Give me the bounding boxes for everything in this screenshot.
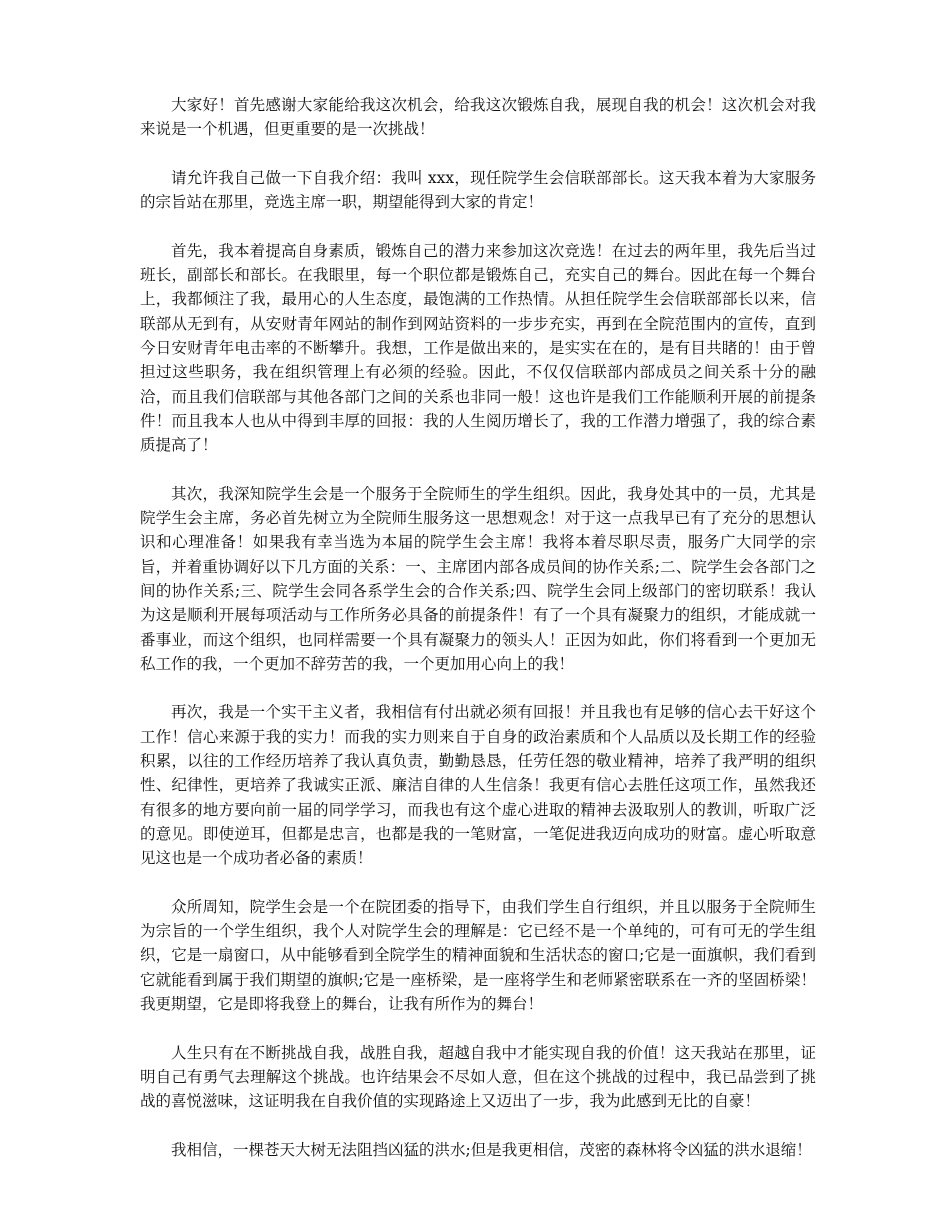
paragraph-third-point: 再次，我是一个实干主义者，我相信有付出就必须有回报！并且我也有足够的信心去干好这个工作！信心来源于我的实力！而我的实力则来自于自身的政治素质和个人品质以及长期工作的经验积累，以往的工作经历培养了我认真负责，勤勤恳恳，任劳任怨的敬业精神，培养了我严明的组织性、纪律性，更培养了我诚实正派、廉洁自律的人生信条！我更有信心去胜任这项工作，虽然我还有很多的地方要向前一届的同学学习，而我也有这个虚心进取的精神去汲取别人的教训，听取广泛的意见。即使逆耳，但都是忠言，也都是我的一笔财富，一笔促进我迈向成功的财富。虚心听取意见这也是一个成功者必备的素质！: [140, 703, 816, 868]
paragraph-closing: 我相信，一棵苍天大树无法阻挡凶猛的洪水;但是我更相信，茂密的森林将令凶猛的洪水退缩！: [171, 1140, 812, 1159]
paragraph-second-point: 其次，我深知院学生会是一个服务于全院师生的学生组织。因此，我身处其中的一员，尤其是院学生会主席，务必首先树立为全院师生服务这一思想观念！对于这一点我早已有了充分的思想认识和心理准备！如果我有幸当选为本届的院学生会主席！我将本着尽职尽责，服务广大同学的宗旨，并着重协调好以下几方面的关系：一、主席团内部各成员间的协作关系;二、院学生会各部门之间的协作关系;三、院学生会同各系学生会的合作关系;四、院学生会同上级部门的密切联系！我认为这是顺利开展每项活动与工作所务必具备的前提条件！有了一个具有凝聚力的组织，才能成就一番事业，而这个组织，也同样需要一个具有凝聚力的领头人！正因为如此，你们将看到一个更加无私工作的我，一个更加不辞劳苦的我，一个更加用心向上的我！: [140, 484, 816, 673]
paragraph-challenge: 人生只有在不断挑战自我，战胜自我，超越自我中才能实现自我的价值！这天我站在那里，证明自己有勇气去理解这个挑战。也许结果会不尽如人意，但在这个挑战的过程中，我已品尝到了挑战的喜悦滋味，这证明我在自我价值的实现路途上又迈出了一步，我为此感到无比的自豪！: [140, 1043, 816, 1111]
paragraph-understanding: 众所周知，院学生会是一个在院团委的指导下，由我们学生自行组织，并且以服务于全院师生为宗旨的一个学生组织，我个人对院学生会的理解是：它已经不是一个单纯的，可有可无的学生组织，它是一扇窗口，从中能够看到全院学生的精神面貌和生活状态的窗口;它是一面旗帜，我们看到它就能看到属于我们期望的旗帜;它是一座桥梁，是一座将学生和老师紧密联系在一齐的坚固桥梁！我更期望，它是即将我登上的舞台，让我有所作为的舞台！: [140, 897, 816, 1013]
paragraph-greeting: 大家好！首先感谢大家能给我这次机会，给我这次锻炼自我，展现自我的机会！这次机会对我来说是一个机遇，但更重要的是一次挑战！: [140, 96, 816, 139]
document-body: [140, 93, 816, 1162]
paragraph-self-introduction: 请允许我自己做一下自我介绍：我叫 xxx，现任院学生会信联部部长。这天我本着为大家服务的宗旨站在那里，竞选主席一职，期望能得到大家的肯定！: [140, 168, 816, 212]
paragraph-first-point: 首先，我本着提高自身素质，锻炼自己的潜力来参加这次竞选！在过去的两年里，我先后当过班长，副部长和部长。在我眼里，每一个职位都是锻炼自己，充实自己的舞台。因此在每一个舞台上，我都倾注了我，最用心的人生态度，最饱满的工作热情。从担任院学生会信联部部长以来，信联部从无到有，从安财青年网站的制作到网站资料的一步步充实，再到在全院范围内的宣传，直到今日安财青年电击率的不断攀升。我想，工作是做出来的，是实实在在的，是有目共睹的！由于曾担过这些职务，我在组织管理上有必须的经验。因此，不仅仅信联部内部成员之间关系十分的融洽，而且我们信联部与其他各部门之间的关系也非同一般！这也许是我们工作能顺利开展的前提条件！而且我本人也从中得到丰厚的回报：我的人生阅历增长了，我的工作潜力增强了，我的综合素质提高了！: [140, 241, 816, 455]
